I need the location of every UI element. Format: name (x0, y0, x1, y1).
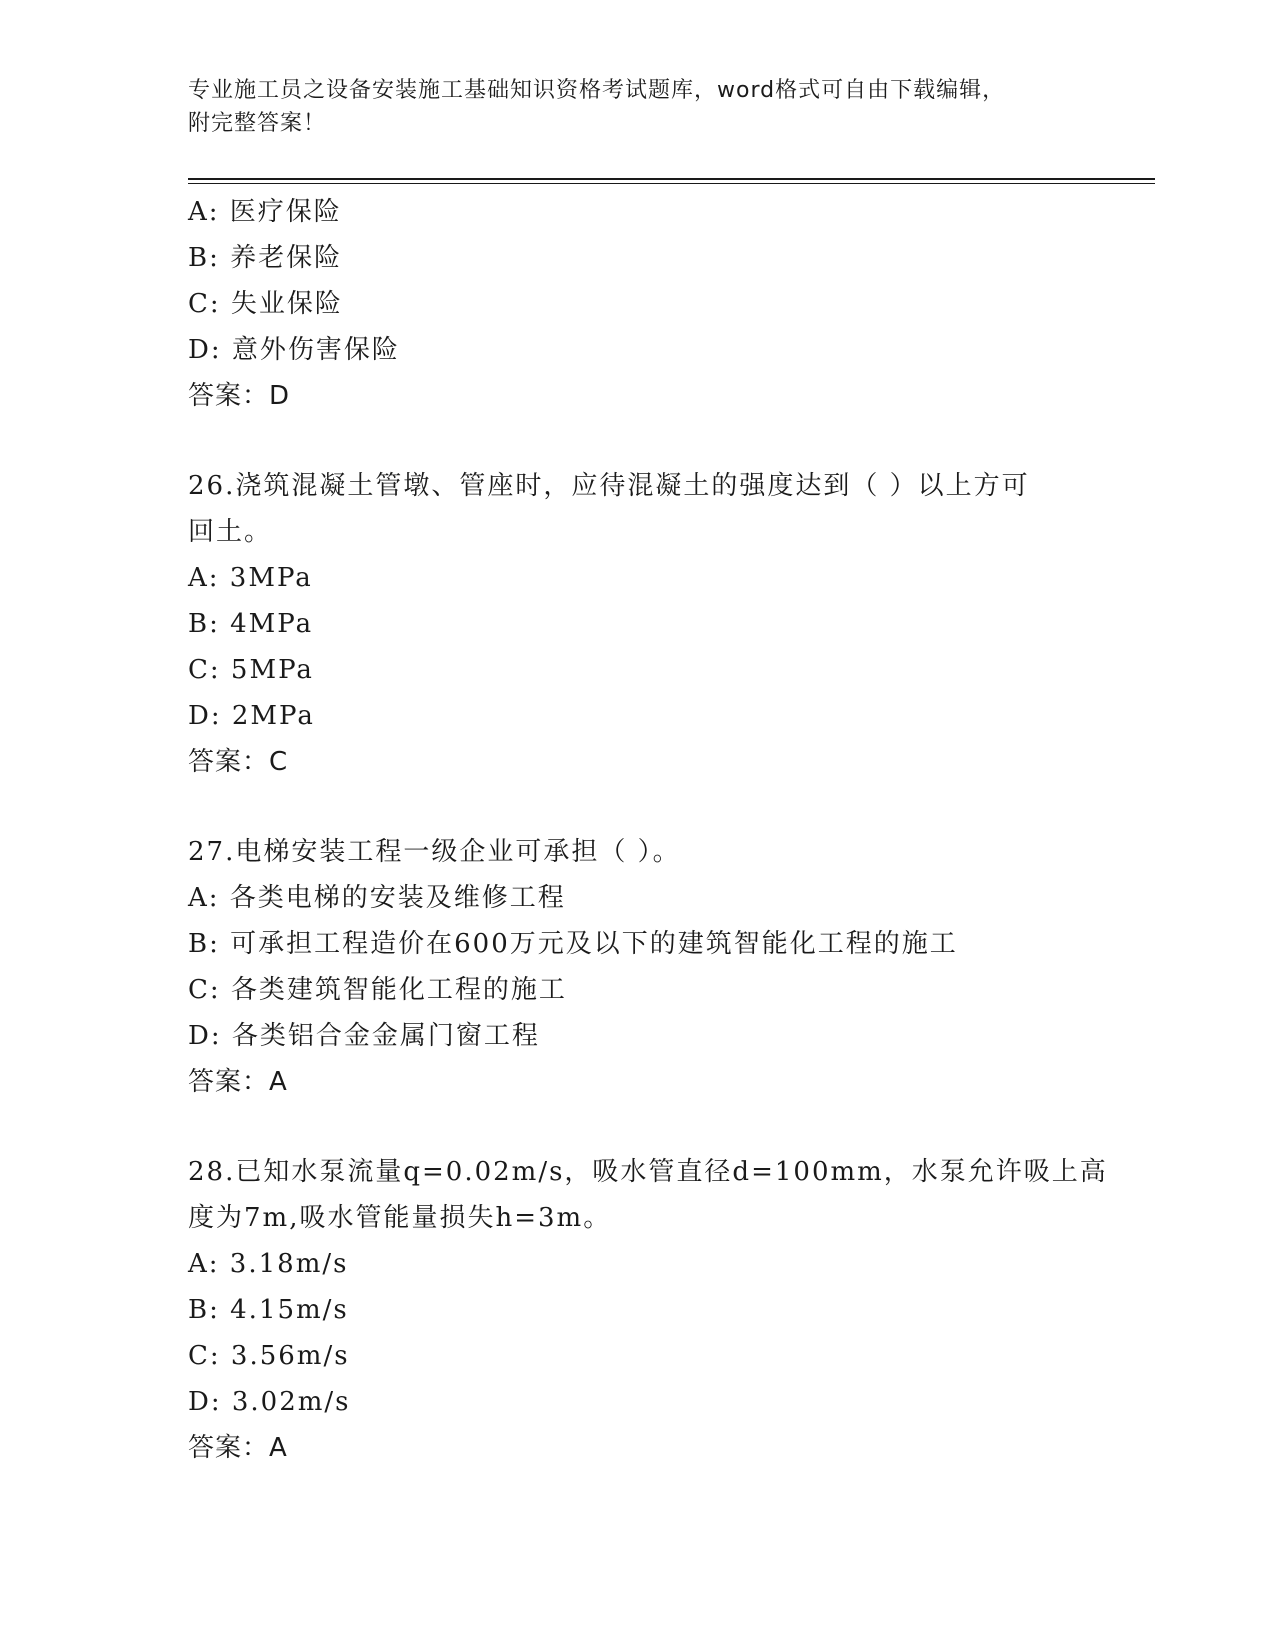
answer-line: 答案：A (188, 1067, 288, 1097)
question-text-line-1: 27.电梯安装工程一级企业可承担（ ）。 (188, 837, 681, 867)
option-a: A: 各类电梯的安装及维修工程 (188, 883, 566, 913)
spacer (188, 1105, 1088, 1149)
answer-line: 答案：C (188, 747, 289, 777)
answer-line: 答案：D (188, 381, 291, 411)
question-text-line-2: 度为7m,吸水管能量损失h=3m。 (188, 1203, 612, 1233)
question-text-line-2: 回土。 (188, 517, 273, 547)
option-c: C: 5MPa (188, 655, 314, 685)
header-line-2: 附完整答案！ (188, 111, 327, 136)
option-c: C: 各类建筑智能化工程的施工 (188, 975, 567, 1005)
option-b: B: 养老保险 (188, 243, 343, 273)
answer-line: 答案：A (188, 1433, 288, 1463)
question-26 (188, 463, 1088, 785)
option-d: D: 意外伤害保险 (188, 335, 400, 365)
question-text-line-1: 28.已知水泵流量q=0.02m/s，吸水管直径d=100mm，水泵允许吸上高 (188, 1157, 1108, 1187)
question-text-line-1: 26.浇筑混凝土管墩、管座时，应待混凝土的强度达到（ ）以上方可 (188, 471, 1030, 501)
option-d: D: 各类铝合金金属门窗工程 (188, 1021, 540, 1051)
question-25 (188, 189, 1088, 419)
question-27 (188, 829, 1088, 1105)
spacer (188, 785, 1088, 829)
option-a: A: 3MPa (188, 563, 313, 593)
header-line-1: 专业施工员之设备安装施工基础知识资格考试题库，word格式可自由下载编辑， (188, 78, 1006, 103)
option-d: D: 3.02m/s (188, 1387, 351, 1417)
spacer (188, 419, 1088, 463)
header-rule-thin (188, 183, 1155, 184)
question-list (188, 189, 1108, 1471)
option-c: C: 3.56m/s (188, 1341, 350, 1371)
option-d: D: 2MPa (188, 701, 315, 731)
header-rule-thick (188, 178, 1155, 180)
option-c: C: 失业保险 (188, 289, 343, 319)
document-header (188, 74, 1088, 140)
option-a: A: 医疗保险 (188, 197, 342, 227)
question-28 (188, 1149, 1108, 1471)
option-a: A: 3.18m/s (188, 1249, 349, 1279)
option-b: B: 4MPa (188, 609, 314, 639)
option-b: B: 可承担工程造价在600万元及以下的建筑智能化工程的施工 (188, 929, 958, 959)
option-b: B: 4.15m/s (188, 1295, 349, 1325)
